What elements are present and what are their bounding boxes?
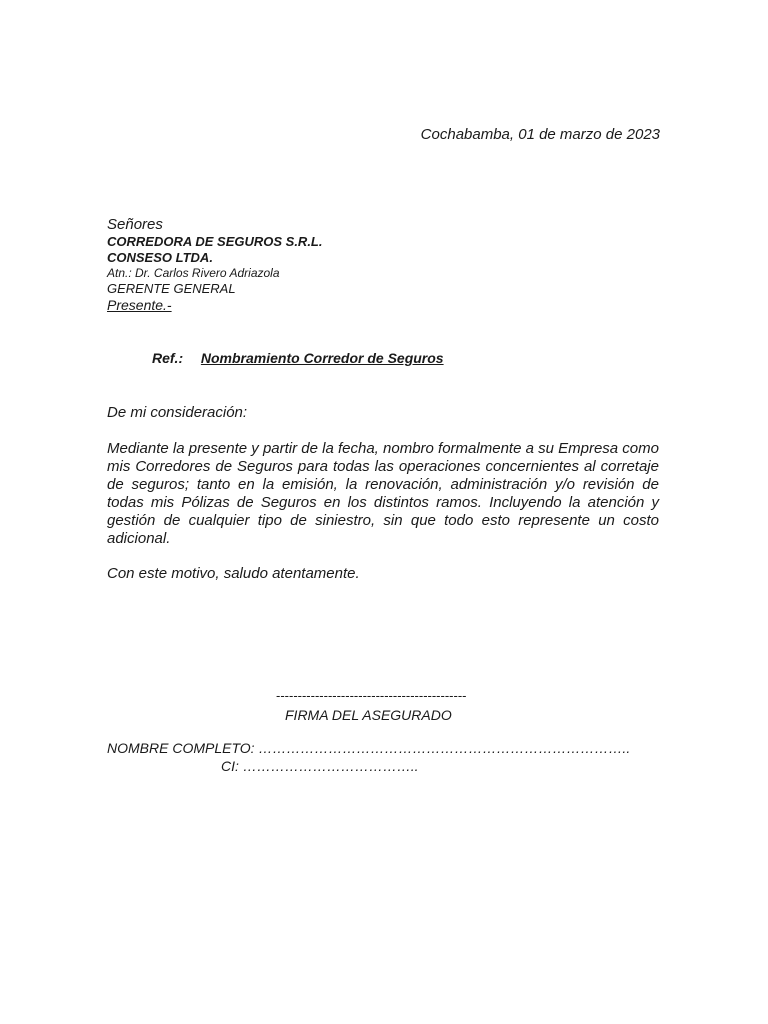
recipient-company-line2: CONSESO LTDA. [107, 250, 213, 265]
recipient-role: GERENTE GENERAL [107, 281, 236, 296]
letter-body: Mediante la presente y partir de la fecha, nombro formalmente a su Empresa como mis Corredores de Seguros para todas las operaciones concernientes al corretaje de seguros; tanto en la emisión, la renovación, administración y/o revisión de todas mis Pólizas de Seguros en los distintos ramos. Incluyendo la atención y gestión de cualquier tipo de siniestro, sin que todo esto represente un costo adicional. [107, 440, 659, 547]
letter-greeting: De mi consideración: [107, 404, 248, 421]
signature-line: -------------------------------------------- [276, 688, 467, 703]
letter-date: Cochabamba, 01 de marzo de 2023 [420, 126, 660, 143]
reference-subject: Nombramiento Corredor de Seguros [200, 350, 444, 366]
signature-label: FIRMA DEL ASEGURADO [285, 707, 452, 723]
reference-line [152, 350, 444, 366]
recipient-presente: Presente.- [107, 297, 172, 313]
ci-field: CI: ……………………………….. [221, 758, 419, 774]
full-name-field: NOMBRE COMPLETO: …………………………………………………………………….. [107, 740, 631, 756]
recipient-company-line1: CORREDORA DE SEGUROS S.R.L. [107, 234, 323, 249]
reference-label: Ref.: [152, 350, 184, 366]
letter-closing: Con este motivo, saludo atentamente. [107, 565, 360, 582]
recipient-salutation: Señores [107, 216, 163, 233]
recipient-attention: Atn.: Dr. Carlos Rivero Adriazola [107, 266, 280, 280]
